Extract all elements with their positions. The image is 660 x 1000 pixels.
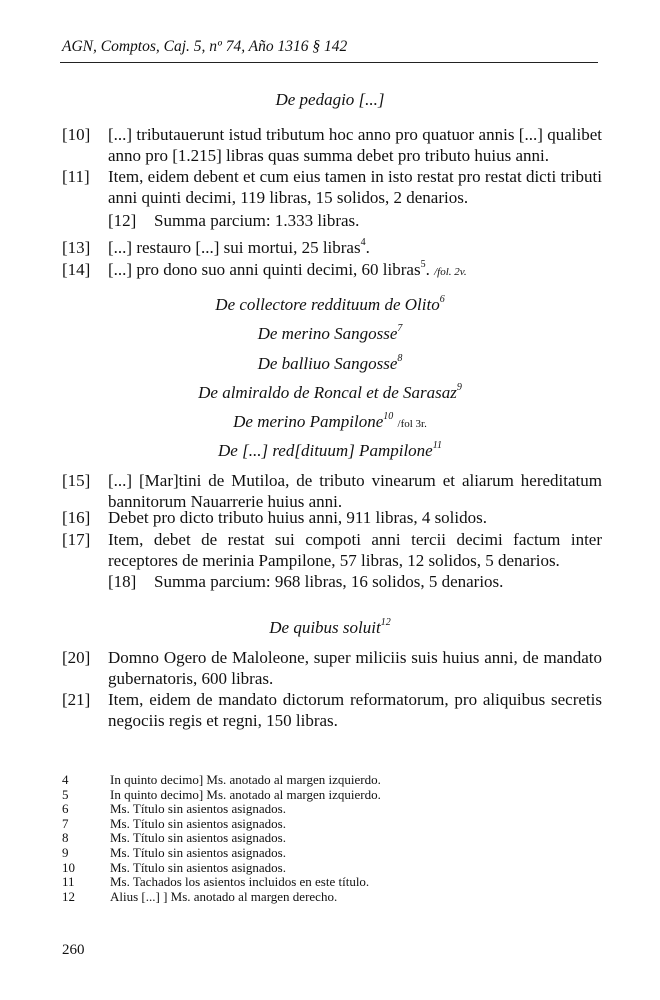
entry-text: Summa parcium: 968 libras, 16 solidos, 5 denarios.	[154, 572, 504, 591]
footnote: 8 Ms. Título sin asientos asignados.	[62, 830, 286, 846]
entry-text: [...] restauro [...] sui mortui, 25 libras	[108, 238, 361, 257]
entry-number: [15]	[62, 471, 91, 490]
folio-marker: /fol. 2v.	[434, 266, 467, 278]
entry-number: [18]	[108, 572, 137, 591]
entry-text: Item, eidem de mandato dictorum reformatorum, pro aliquibus secretis negociis regis et regni, 150 libras.	[108, 690, 602, 730]
entry-number: [12]	[108, 211, 137, 230]
footnote-ref: 5	[420, 259, 426, 271]
entry-15	[62, 470, 602, 512]
folio-marker: /fol 3r.	[397, 418, 427, 430]
entry-text: [...] tributauerunt istud tributum hoc anno pro quatuor annis [...] qualibet anno pro [1.215] libras quas summa debet pro tributo huius anni.	[108, 125, 602, 165]
section-title-pedagio: De pedagio [...]	[275, 90, 385, 109]
entry-number: [16]	[62, 508, 91, 527]
footnote-ref: 6	[439, 294, 445, 306]
entry-text: [...] pro dono suo anni quinti decimi, 60 libras	[108, 260, 421, 279]
entry-text: Domno Ogero de Maloleone, super miliciis suis huius anni, de mandato gubernatoris, 600 libras.	[108, 648, 602, 688]
entry-number: [13]	[62, 238, 91, 257]
entry-text: Summa parcium: 1.333 libras.	[154, 211, 360, 230]
entry-number: [21]	[62, 690, 91, 709]
footnote-ref: 4	[360, 237, 366, 249]
entry-18	[108, 571, 602, 592]
entry-number: [14]	[62, 260, 91, 279]
footnote: 12 Alius [...] ] Ms. anotado al margen derecho.	[62, 888, 338, 904]
footnote: 10 Ms. Título sin asientos asignados.	[62, 859, 286, 875]
section-title-merino-pampilone: De merino Pampilone$^{10}$ /fol 3r.	[233, 411, 427, 431]
entry-text: Item, eidem debent et cum eius tamen in isto restat pro restat dicti tributi anni quinti decimi, 119 libras, 15 solidos, 2 denarios.	[108, 167, 602, 207]
entry-14: [14] [...] pro dono suo anni quinti decimi, 60 libras$^5$. /fol. 2v.	[62, 259, 467, 279]
footnote: 11 Ms. Tachados los asientos incluidos en este título.	[62, 874, 370, 890]
footnote: 7 Ms. Título sin asientos asignados.	[62, 815, 286, 831]
footnote: 9 Ms. Título sin asientos asignados.	[62, 844, 286, 860]
entry-text: [...] [Mar]tini de Mutiloa, de tributo vinearum et aliarum hereditatum bannitorum Nauarrerie huius anni.	[108, 471, 602, 511]
footnote-ref: 10	[383, 411, 394, 423]
entry-number: [17]	[62, 530, 91, 549]
entry-text: Item, debet de restat sui compoti anni tercii decimi factum inter receptores de merinia Pampilone, 57 libras, 12 solidos, 5 denarios.	[108, 530, 602, 570]
header-rule	[60, 62, 598, 63]
footnote: 5 In quinto decimo] Ms. anotado al margen izquierdo.	[62, 786, 381, 802]
entry-number: [10]	[62, 125, 91, 144]
entry-16	[62, 507, 602, 528]
entry-17	[62, 529, 602, 571]
page-number: 260	[62, 942, 85, 958]
entry-11	[62, 166, 602, 208]
entry-12	[108, 210, 602, 231]
footnote: 4 In quinto decimo] Ms. anotado al margen izquierdo.	[62, 772, 381, 787]
footnote-ref: 8	[397, 353, 403, 365]
section-title-balliuo-sangosse: De balliuo Sangosse$^8$	[257, 353, 403, 373]
footnote-ref: 7	[397, 323, 403, 335]
section-title-olito: De collectore reddituum de Olito$^6$	[215, 294, 445, 314]
section-title-quibus-soluit: De quibus soluit$^{12}$	[269, 617, 391, 637]
section-title-almiraldo: De almiraldo de Roncal et de Sarasaz$^9$	[198, 382, 462, 402]
entry-20	[62, 647, 602, 689]
entry-number: [11]	[62, 167, 90, 186]
entry-number: [20]	[62, 648, 91, 667]
entry-text: Debet pro dicto tributo huius anni, 911 libras, 4 solidos.	[108, 508, 487, 527]
footnote-ref: 12	[380, 617, 391, 629]
footnote: 6 Ms. Título sin asientos asignados.	[62, 801, 286, 817]
entry-13: [13] [...] restauro [...] sui mortui, 25 libras$^4$.	[62, 237, 370, 257]
footnote-ref: 11	[432, 440, 442, 452]
footnotes	[62, 773, 602, 904]
section-title-merino-sangosse: De merino Sangosse$^7$	[257, 323, 403, 343]
entry-10	[62, 124, 602, 166]
running-header: AGN, Comptos, Caj. 5, nº 74, Año 1316 § 142	[62, 38, 348, 55]
entry-21	[62, 689, 602, 731]
footnote-ref: 9	[456, 382, 462, 394]
section-title-reddituum-pampilone: De [...] red[dituum] Pampilone$^{11}$	[218, 440, 442, 460]
